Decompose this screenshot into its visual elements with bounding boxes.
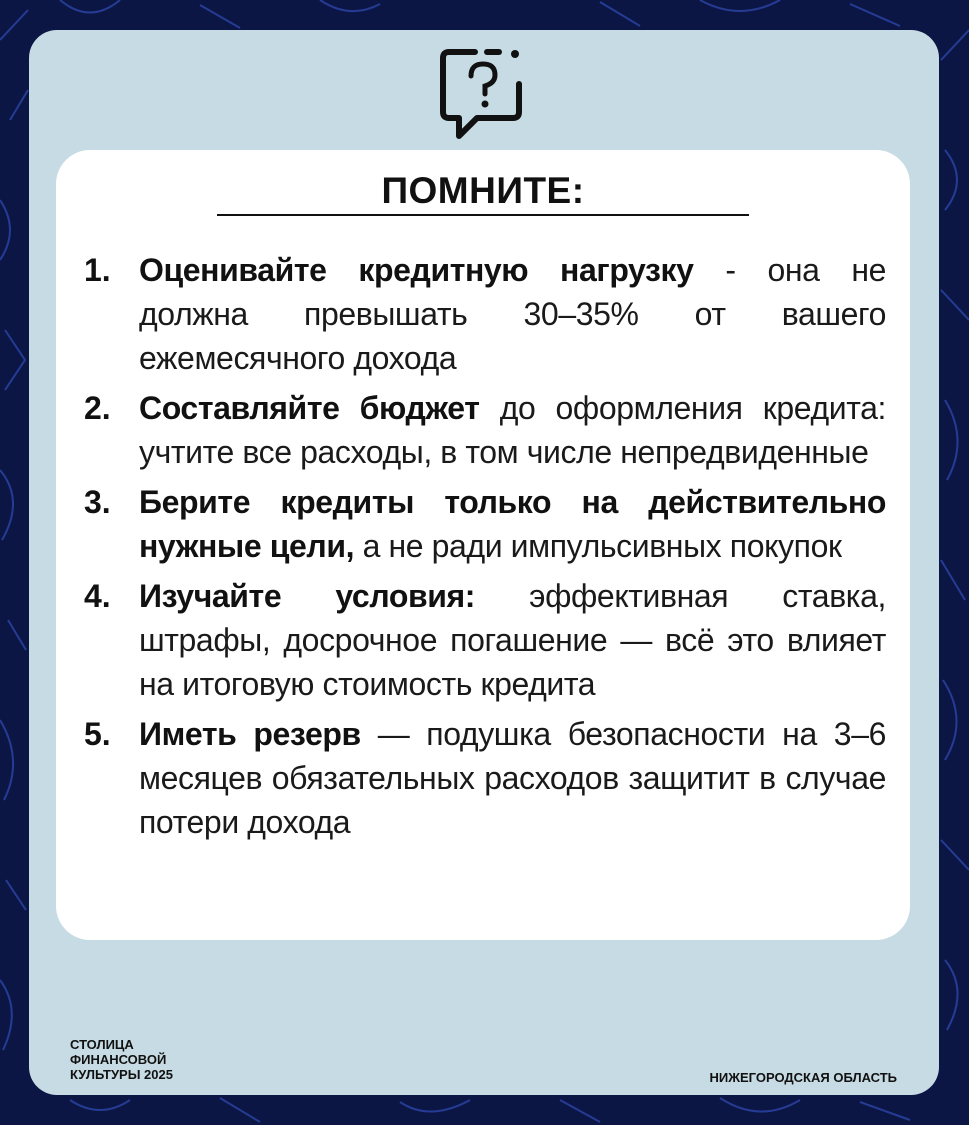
item-rest-text: до оформления кредита: учтите все расходы, в том числе непредвиденные	[139, 390, 886, 470]
logo-line: ФИНАНСОВОЙ	[70, 1052, 167, 1067]
logo-line: КУЛЬТУРЫ 2025	[70, 1067, 173, 1082]
item-number: 4.	[84, 578, 111, 614]
card-title: ПОМНИТЕ:	[381, 170, 585, 211]
item-number: 1.	[84, 252, 111, 288]
item-bold-text: Берите кредиты только на действительно нужные цели,	[139, 484, 886, 564]
region-label: НИЖЕГОРОДСКАЯ ОБЛАСТЬ	[709, 1070, 897, 1085]
item-rest-text: — подушка безопасности на 3–6 месяцев обязательных расходов защитит в случае потери дохода	[139, 716, 886, 840]
list-item	[84, 386, 886, 474]
item-text	[139, 480, 886, 568]
title-underline	[217, 214, 749, 216]
item-number: 3.	[84, 484, 111, 520]
item-bold-text: Оценивайте кредитную нагрузку	[139, 252, 694, 288]
chat-question-icon	[435, 40, 531, 140]
tips-list	[84, 248, 886, 850]
list-item	[84, 574, 886, 706]
brand-logo-text	[70, 1037, 173, 1082]
item-number: 2.	[84, 390, 111, 426]
list-item	[84, 248, 886, 380]
item-text	[139, 574, 886, 706]
reminder-card	[56, 150, 910, 940]
item-text	[139, 248, 886, 380]
item-text	[139, 712, 886, 844]
item-bold-text: Составляйте бюджет	[139, 390, 480, 426]
item-bold-text: Иметь резерв	[139, 716, 361, 752]
item-rest-text: эффективная ставка, штрафы, досрочное погашение — всё это влияет на итоговую стоимость кредита	[139, 578, 886, 702]
item-text	[139, 386, 886, 474]
list-item	[84, 480, 886, 568]
list-item	[84, 712, 886, 844]
item-number: 5.	[84, 716, 111, 752]
logo-line: СТОЛИЦА	[70, 1037, 134, 1052]
item-bold-text: Изучайте условия:	[139, 578, 476, 614]
item-rest-text: - она не должна превышать 30–35% от вашего ежемесячного дохода	[139, 252, 887, 376]
item-rest-text: а не ради импульсивных покупок	[354, 528, 842, 564]
